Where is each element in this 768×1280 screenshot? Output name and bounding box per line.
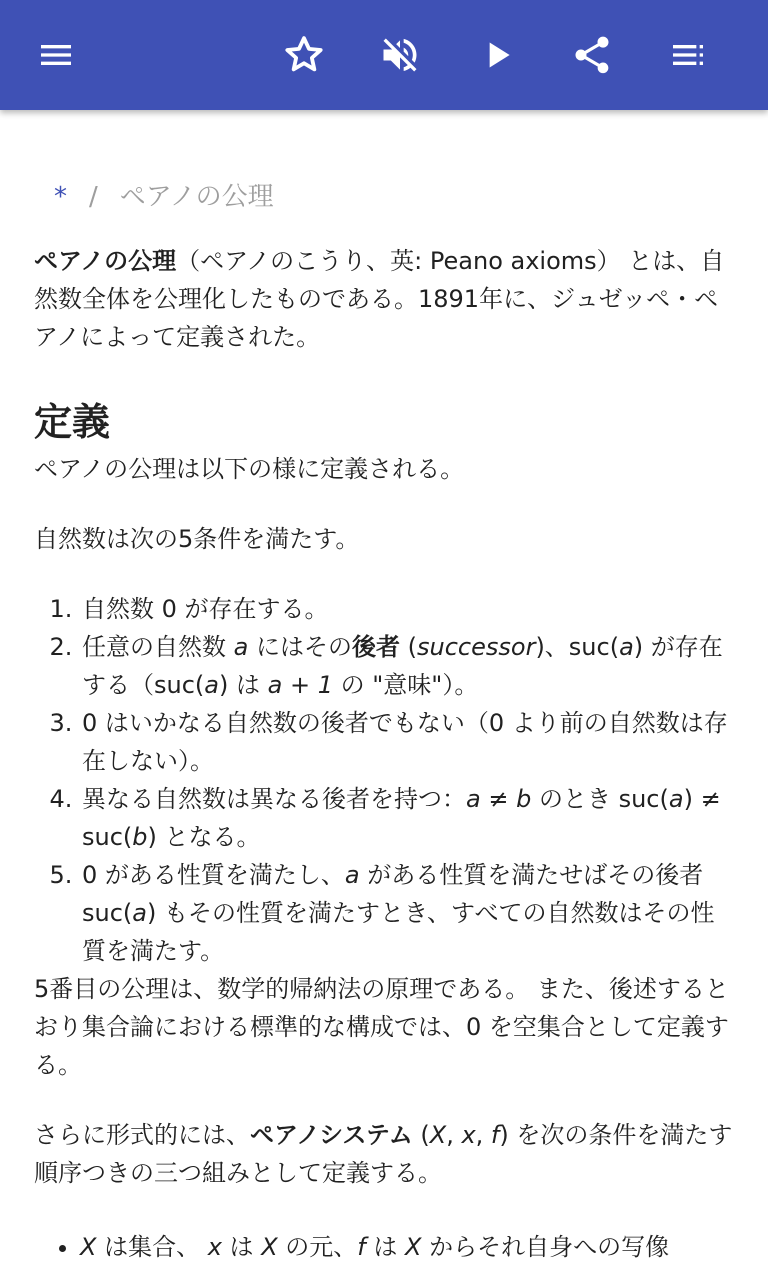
section-heading: 定義 [34, 400, 111, 444]
share-icon [570, 33, 614, 77]
formal-definition-paragraph: さらに形式的には、ペアノシステム (X, x, f) を次の条件を満たす順序つきの三つ組みとして定義する。 [34, 1121, 733, 1187]
breadcrumb-home-link[interactable]: * [54, 182, 67, 212]
induction-paragraph: 5番目の公理は、数学的帰納法の原理である。 また、後述するとおり集合論における標準的な構成では、0 を空集合として定義する。 [34, 975, 729, 1079]
conditions-intro: 自然数は次の5条件を満たす。 [34, 525, 360, 553]
axiom-item: 2. 任意の自然数 a にはその後者 (successor)、suc(a) が存在する（suc(a) は a + 1 の "意味"）。 [80, 628, 734, 704]
table-of-contents-button[interactable] [664, 31, 712, 79]
list-item: • X は集合、 x は X の元、f は X からそれ自身への写像 [80, 1228, 734, 1266]
axiom-item: 3. 0 はいかなる自然数の後者でもない（0 より前の自然数は存在しない）。 [80, 704, 734, 780]
share-button[interactable] [568, 31, 616, 79]
axiom-item: 4. 異なる自然数は異なる後者を持つ：a ≠ b のとき suc(a) ≠ suc(b) となる。 [80, 780, 734, 856]
volume-off-icon [378, 33, 422, 77]
bookmark-button[interactable] [280, 31, 328, 79]
app-toolbar [0, 0, 768, 110]
axiom-item: 5. 0 がある性質を満たし、a がある性質を満たせばその後者 suc(a) もその性質を満たすとき、すべての自然数はその性質を満たす。 [80, 856, 734, 970]
breadcrumb-separator: / [89, 182, 98, 212]
star-outline-icon [281, 32, 327, 78]
peano-system-term: ペアノシステム [250, 1121, 413, 1149]
toc-list-icon [668, 35, 708, 75]
play-button[interactable] [474, 31, 522, 79]
play-icon [478, 35, 518, 75]
breadcrumb [54, 178, 734, 216]
breadcrumb-current: ペアノの公理 [119, 182, 274, 212]
menu-icon [36, 35, 76, 75]
axiom-item: 1. 自然数 0 が存在する。 [80, 590, 734, 628]
article-content [34, 110, 734, 1266]
intro-term: ペアノの公理 [34, 247, 177, 275]
peano-system-conditions [34, 1228, 734, 1266]
menu-button[interactable] [32, 31, 80, 79]
intro-paragraph: ペアノの公理（ペアノのこうり、英: Peano axioms） とは、自然数全体を公理化したものである。1891年に、ジュゼッペ・ペアノによって定義された。 [34, 247, 725, 351]
section-intro: ペアノの公理は以下の様に定義される。 [34, 455, 465, 483]
mute-button[interactable] [376, 31, 424, 79]
axiom-list [34, 590, 734, 970]
